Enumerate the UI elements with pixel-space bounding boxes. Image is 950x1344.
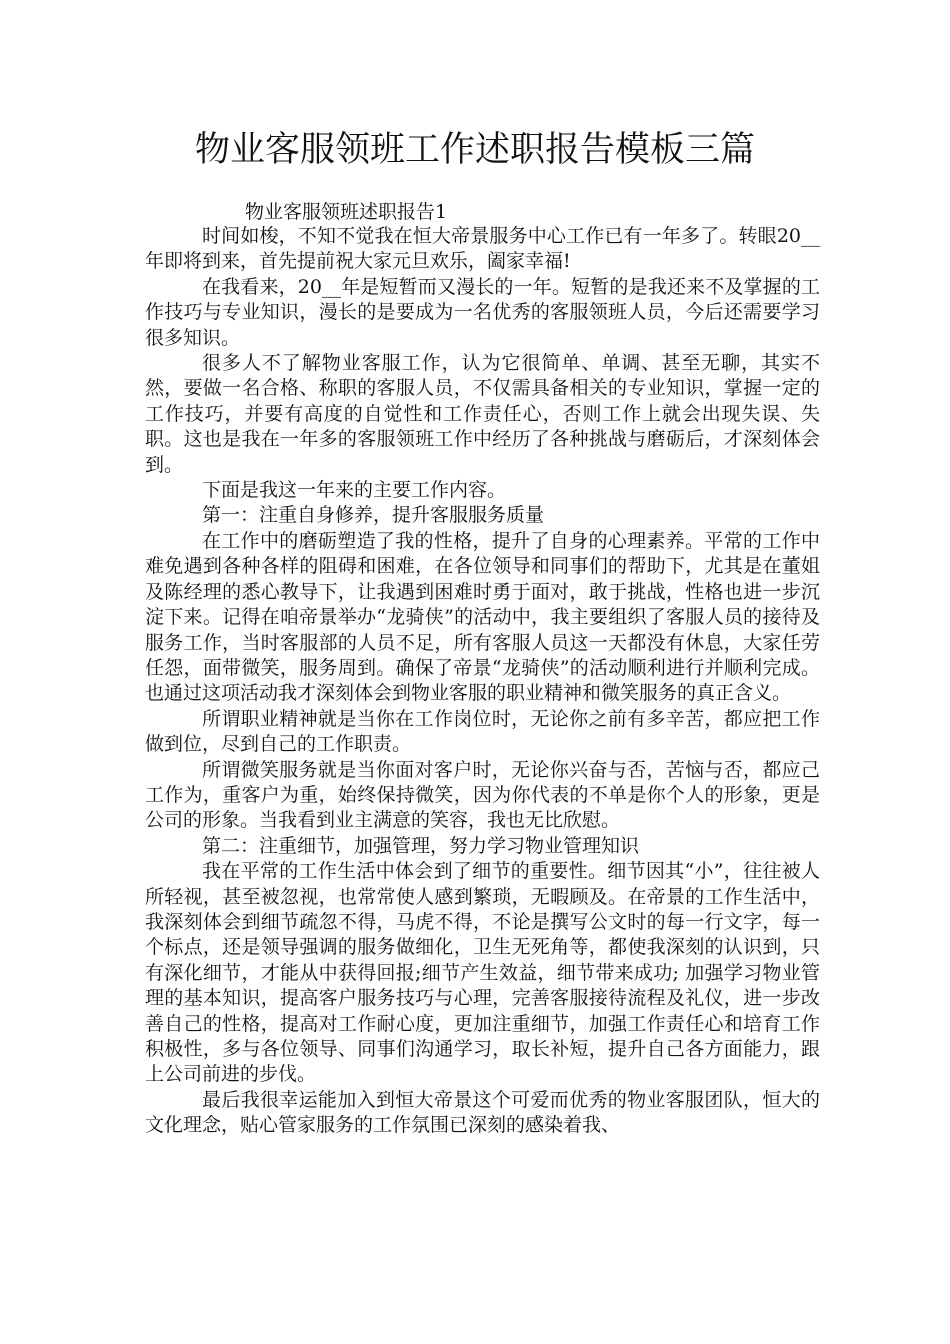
document-title: 物业客服领班工作述职报告模板三篇: [194, 130, 755, 170]
document-body: [145, 224, 820, 1139]
paragraph: 所谓微笑服务就是当你面对客户时，无论你兴奋与否，苦恼与否，都应己工作为，重客户为重，始终保持微笑，因为你代表的不单是你个人的形象，更是公司的形象。当我看到业主满意的笑容，我也无比欣慰。: [145, 758, 820, 832]
paragraph: 所谓职业精神就是当你在工作岗位时，无论你之前有多辛苦，都应把工作做到位，尽到自己的工作职责。: [145, 707, 820, 756]
section-heading: 第二：注重细节，加强管理，努力学习物业管理知识: [202, 834, 640, 857]
paragraph: 在工作中的磨砺塑造了我的性格，提升了自身的心理素养。平常的工作中难免遇到各种各样的阻碍和困难，在各位领导和同事们的帮助下，尤其是在董姐及陈经理的悉心教导下，让我遇到困难时勇于面对，敢于挑战，性格也进一步沉淀下来。记得在咱帝景举办“龙骑侠”的活动中，我主要组织了客服人员的接待及服务工作，当时客服部的人员不足，所有客服人员这一天都没有休息，大家任劳任怨，面带微笑，服务周到。确保了帝景“龙骑侠”的活动顺利进行并顺利完成。也通过这项活动我才深刻体会到物业客服的职业精神和微笑服务的真正含义。: [145, 529, 820, 705]
paragraph: 时间如梭，不知不觉我在恒大帝景服务中心工作已有一年多了。转眼20__年即将到来，首先提前祝大家元旦欢乐，阖家幸福!: [145, 225, 820, 273]
paragraph: 我在平常的工作生活中体会到了细节的重要性。细节因其“小”，往往被人所轻视，甚至被忽视，也常常使人感到繁琐，无暇顾及。在帝景的工作生活中，我深刻体会到细节疏忽不得，马虎不得，不论是撰写公文时的每一行文字，每一个标点，还是领导强调的服务做细化，卫生无死角等，都使我深刻的认识到，只有深化细节，才能从中获得回报;细节产生效益，细节带来成功; 加强学习物业管理的基本知识，提高客户服务技巧与心理，完善客服接待流程及礼仪，进一步改善自己的性格，提高对工作耐心度，更加注重细节，加强工作责任心和培育工作积极性，多与各位领导、同事们沟通学习，取长补短，提升自己各方面能力，跟上公司前进的步伐。: [145, 860, 820, 1086]
section-heading: 第一：注重自身修养，提升客服服务质量: [202, 504, 545, 527]
paragraph: 下面是我这一年来的主要工作内容。: [202, 479, 507, 502]
paragraph: 很多人不了解物业客服工作，认为它很简单、单调、甚至无聊，其实不然，要做一名合格、称职的客服人员，不仅需具备相关的专业知识，掌握一定的工作技巧，并要有高度的自觉性和工作责任心，否则工作上就会出现失误、失职。这也是我在一年多的客服领班工作中经历了各种挑战与磨砺后，才深刻体会到。: [145, 352, 820, 476]
paragraph: 在我看来，20__年是短暂而又漫长的一年。短暂的是我还来不及掌握的工作技巧与专业知识，漫长的是要成为一名优秀的客服领班人员，今后还需要学习很多知识。: [145, 275, 820, 349]
section-title: 物业客服领班述职报告1: [245, 201, 448, 223]
paragraph: 最后我很幸运能加入到恒大帝景这个可爱而优秀的物业客服团队，恒大的文化理念，贴心管家服务的工作氛围已深刻的感染着我、: [145, 1088, 820, 1137]
